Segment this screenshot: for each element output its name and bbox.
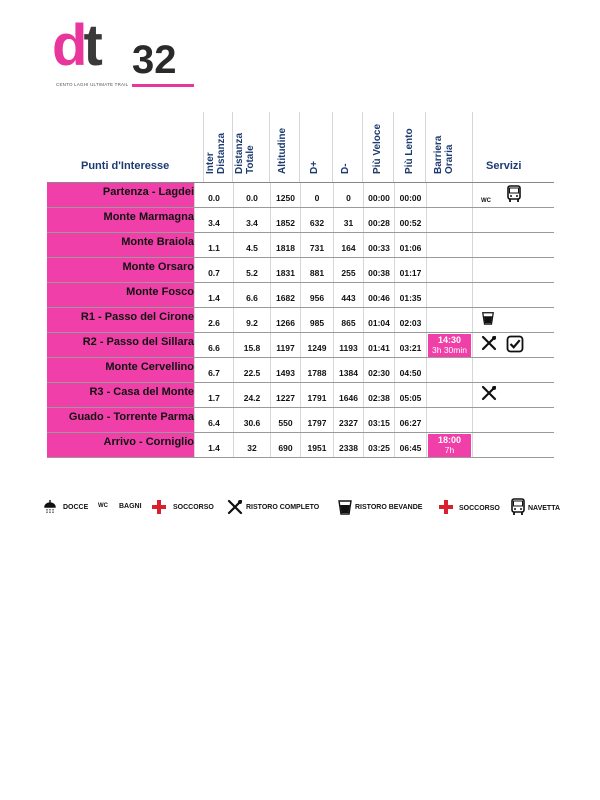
- header-time-barrier: Barriera Oraria: [433, 135, 455, 174]
- cell-inter-distance: 3.4: [194, 208, 233, 232]
- cell-services: [472, 283, 555, 307]
- cell-total-distance: 5.2: [233, 258, 270, 282]
- cell-d-plus: 1788: [300, 358, 333, 382]
- cell-d-plus: 1951: [300, 433, 333, 457]
- cell-fastest: 00:00: [363, 183, 394, 207]
- cell-time-barrier: [426, 358, 472, 382]
- cell-altitude: 690: [270, 433, 300, 457]
- cell-time-barrier: [426, 183, 472, 207]
- cell-altitude: 1831: [270, 258, 300, 282]
- table-body: [47, 183, 554, 458]
- cell-inter-distance: 1.1: [194, 233, 233, 257]
- table-row: [47, 183, 554, 208]
- cell-d-minus: 1384: [333, 358, 363, 382]
- cutlery-icon: [481, 335, 497, 356]
- cell-time-barrier: [426, 308, 472, 332]
- cell-d-plus: 0: [300, 183, 333, 207]
- header-inter-distance: Inter Distanza: [205, 132, 227, 174]
- cell-d-minus: 443: [333, 283, 363, 307]
- poi-name: R3 - Casa del Monte: [47, 383, 194, 407]
- cell-services: [472, 333, 555, 357]
- poi-name: Monte Orsaro: [47, 258, 194, 282]
- cutlery-icon: [227, 499, 243, 515]
- cell-d-minus: 865: [333, 308, 363, 332]
- cell-time-barrier: [426, 283, 472, 307]
- logo-underline: [132, 84, 194, 87]
- header-altitude: Altitudine: [277, 127, 288, 174]
- cell-fastest: 00:38: [363, 258, 394, 282]
- cell-inter-distance: 6.7: [194, 358, 233, 382]
- poi-name: Arrivo - Corniglio: [47, 433, 194, 457]
- cell-total-distance: 24.2: [233, 383, 270, 407]
- header-fastest: Più Veloce: [372, 123, 383, 174]
- cell-fastest: 00:46: [363, 283, 394, 307]
- cell-altitude: 1197: [270, 333, 300, 357]
- logo-mark: dt: [52, 13, 99, 78]
- cell-time-barrier: [426, 408, 472, 432]
- cell-time-barrier: [426, 433, 472, 457]
- cell-slowest: 06:45: [394, 433, 426, 457]
- cell-altitude: 1493: [270, 358, 300, 382]
- cell-altitude: 550: [270, 408, 300, 432]
- cell-inter-distance: 1.7: [194, 383, 233, 407]
- cell-services: [472, 358, 555, 382]
- table-row: [47, 408, 554, 433]
- cell-fastest: 01:04: [363, 308, 394, 332]
- poi-name: Partenza - Lagdei: [47, 183, 194, 207]
- cell-fastest: 02:30: [363, 358, 394, 382]
- cup-icon: [337, 499, 353, 515]
- cell-services: [472, 233, 555, 257]
- logo-tagline: CENTO LAGHI ULTIMATE TRAIL: [56, 82, 129, 87]
- cell-total-distance: 4.5: [233, 233, 270, 257]
- cell-fastest: 00:28: [363, 208, 394, 232]
- cell-d-plus: 632: [300, 208, 333, 232]
- poi-name: Guado - Torrente Parma: [47, 408, 194, 432]
- cutlery-icon: [481, 385, 497, 406]
- cell-inter-distance: 2.6: [194, 308, 233, 332]
- header-d-plus: D+: [309, 160, 320, 174]
- bus-icon: [506, 185, 522, 208]
- cell-d-plus: 1797: [300, 408, 333, 432]
- cell-inter-distance: 6.6: [194, 333, 233, 357]
- cell-services: [472, 208, 555, 232]
- cell-time-barrier: [426, 233, 472, 257]
- cell-fastest: 01:41: [363, 333, 394, 357]
- race-distance-number: 32: [132, 38, 177, 82]
- cell-slowest: 02:03: [394, 308, 426, 332]
- cell-d-minus: 2338: [333, 433, 363, 457]
- cell-slowest: 05:05: [394, 383, 426, 407]
- cell-slowest: 00:00: [394, 183, 426, 207]
- cell-services: [472, 383, 555, 407]
- cell-d-plus: 985: [300, 308, 333, 332]
- cell-time-barrier: [426, 258, 472, 282]
- table-row: [47, 433, 554, 458]
- table-row: [47, 358, 554, 383]
- cell-slowest: 01:35: [394, 283, 426, 307]
- cell-inter-distance: 0.0: [194, 183, 233, 207]
- table-row: [47, 233, 554, 258]
- cell-total-distance: 15.8: [233, 333, 270, 357]
- cell-d-minus: 164: [333, 233, 363, 257]
- services-legend: DOCCE WC BAGNI SOCCORSO RISTORO COMPLETO RISTORO BEVANDE SOCCORSO NAVETTA: [42, 498, 572, 518]
- cell-time-barrier: [426, 333, 472, 357]
- time-barrier-time: 18:00: [437, 435, 462, 445]
- poi-name: R1 - Passo del Cirone: [47, 308, 194, 332]
- header-slowest: Più Lento: [404, 128, 415, 174]
- header-poi: Punti d'Interesse: [81, 160, 170, 172]
- cross-icon: [438, 499, 454, 515]
- time-barrier-duration: 3h 30min: [432, 345, 467, 355]
- cell-altitude: 1250: [270, 183, 300, 207]
- race-logo: [50, 14, 200, 94]
- table-row: [47, 258, 554, 283]
- cell-slowest: 01:17: [394, 258, 426, 282]
- time-barrier-badge: [428, 434, 471, 457]
- poi-name: Monte Cervellino: [47, 358, 194, 382]
- cell-fastest: 02:38: [363, 383, 394, 407]
- cell-slowest: 03:21: [394, 333, 426, 357]
- table-row: [47, 283, 554, 308]
- poi-name: Monte Marmagna: [47, 208, 194, 232]
- cell-inter-distance: 0.7: [194, 258, 233, 282]
- wc-icon: WC: [481, 198, 491, 204]
- poi-name: Monte Fosco: [47, 283, 194, 307]
- route-table: [47, 104, 554, 458]
- header-total-distance: Distanza Totale: [234, 132, 256, 174]
- cell-inter-distance: 6.4: [194, 408, 233, 432]
- poi-name: R2 - Passo del Sillara: [47, 333, 194, 357]
- cell-services: [472, 258, 555, 282]
- time-barrier-time: 14:30: [437, 335, 462, 345]
- cell-fastest: 00:33: [363, 233, 394, 257]
- cell-altitude: 1818: [270, 233, 300, 257]
- cell-total-distance: 9.2: [233, 308, 270, 332]
- cell-services: [472, 183, 555, 207]
- cell-services: [472, 433, 555, 457]
- cell-d-minus: 255: [333, 258, 363, 282]
- cell-inter-distance: 1.4: [194, 283, 233, 307]
- cell-fastest: 03:25: [363, 433, 394, 457]
- cell-fastest: 03:15: [363, 408, 394, 432]
- table-header: [47, 104, 554, 183]
- cell-d-minus: 2327: [333, 408, 363, 432]
- shower-icon: [42, 499, 58, 515]
- table-row: [47, 308, 554, 333]
- cell-altitude: 1852: [270, 208, 300, 232]
- cell-d-plus: 956: [300, 283, 333, 307]
- cell-d-plus: 881: [300, 258, 333, 282]
- poi-name: Monte Braiola: [47, 233, 194, 257]
- cell-services: [472, 408, 555, 432]
- cell-altitude: 1266: [270, 308, 300, 332]
- header-d-minus: D-: [340, 163, 351, 174]
- cell-total-distance: 0.0: [233, 183, 270, 207]
- cell-slowest: 00:52: [394, 208, 426, 232]
- cell-total-distance: 3.4: [233, 208, 270, 232]
- table-row: [47, 333, 554, 358]
- table-row: [47, 383, 554, 408]
- header-services: Servizi: [486, 160, 522, 172]
- cell-slowest: 01:06: [394, 233, 426, 257]
- time-barrier-badge: [428, 334, 471, 357]
- checkbox-icon: [506, 335, 524, 358]
- cell-total-distance: 22.5: [233, 358, 270, 382]
- cell-total-distance: 6.6: [233, 283, 270, 307]
- wc-icon: WC: [98, 503, 108, 509]
- bus-icon: [510, 498, 526, 516]
- cell-altitude: 1682: [270, 283, 300, 307]
- cell-d-minus: 1646: [333, 383, 363, 407]
- cell-d-plus: 1791: [300, 383, 333, 407]
- table-row: [47, 208, 554, 233]
- cell-services: [472, 308, 555, 332]
- cup-icon: [481, 310, 495, 331]
- cell-inter-distance: 1.4: [194, 433, 233, 457]
- cell-time-barrier: [426, 208, 472, 232]
- cell-d-minus: 1193: [333, 333, 363, 357]
- cell-altitude: 1227: [270, 383, 300, 407]
- cell-slowest: 06:27: [394, 408, 426, 432]
- time-barrier-duration: 7h: [444, 445, 455, 455]
- cell-total-distance: 30.6: [233, 408, 270, 432]
- cell-total-distance: 32: [233, 433, 270, 457]
- cell-time-barrier: [426, 383, 472, 407]
- cell-d-minus: 0: [333, 183, 363, 207]
- cell-d-plus: 1249: [300, 333, 333, 357]
- cell-d-minus: 31: [333, 208, 363, 232]
- cross-icon: [151, 499, 167, 515]
- cell-d-plus: 731: [300, 233, 333, 257]
- cell-slowest: 04:50: [394, 358, 426, 382]
